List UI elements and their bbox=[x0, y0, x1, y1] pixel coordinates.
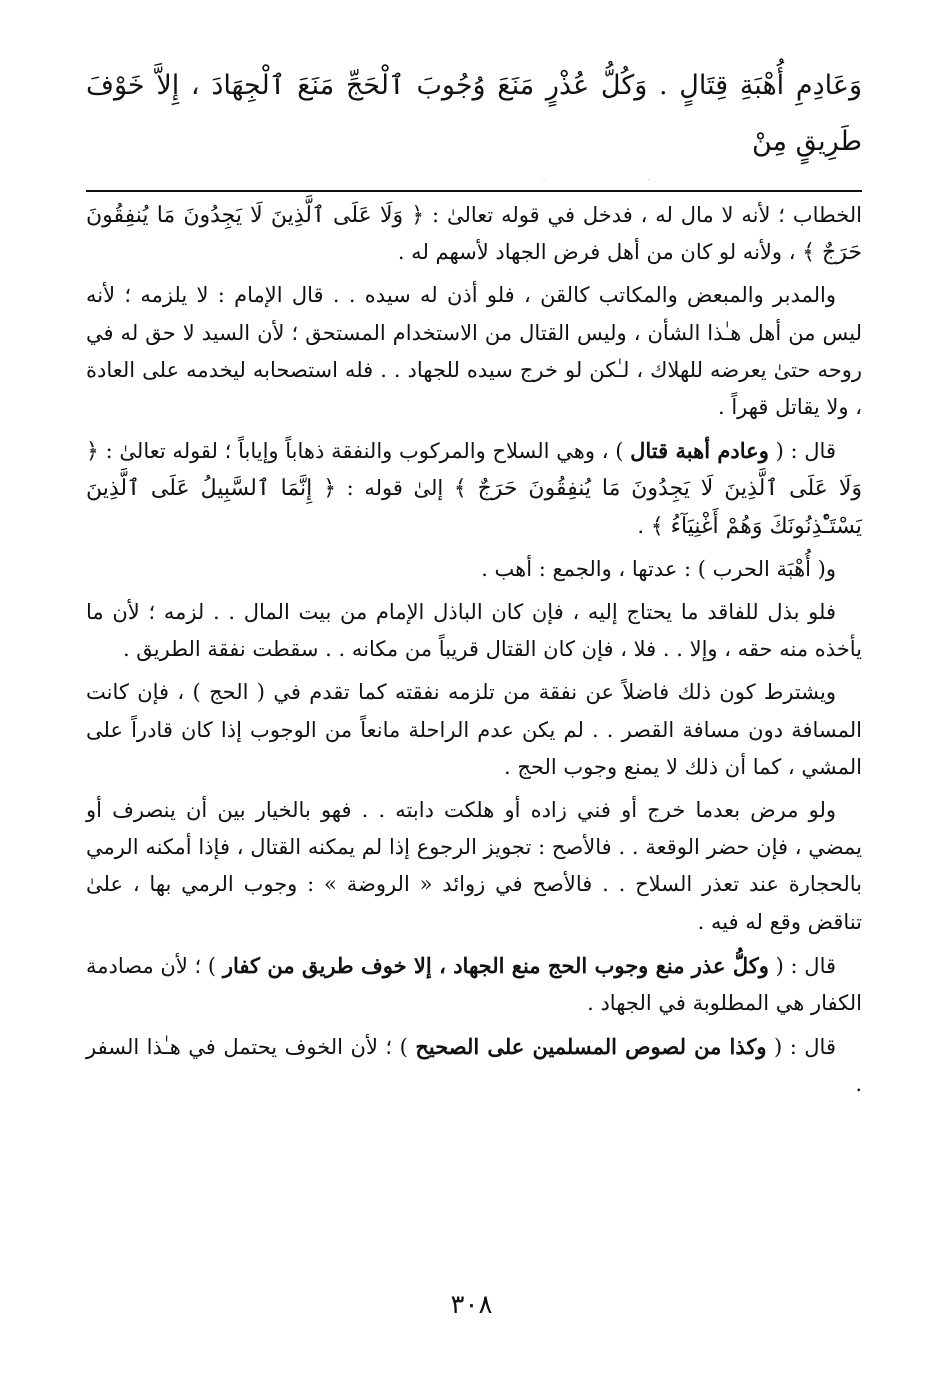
commentary-paragraph-5: فلو بذل للفاقد ما يحتاج إليه ، فإن كان الباذل الإمام من بيت المال . . لزمه ؛ لأن ما يأخذه منه حقه ، وإلا . . فلا ، فإن كان القتال قريباً من مكانه . . سقطت نفقة الطريق . bbox=[86, 600, 862, 662]
commentary-paragraph-3 bbox=[86, 432, 862, 545]
commentary-paragraph-7: ولو مرض بعدما خرج أو فني زاده أو هلكت دابته . . فهو بالخيار بين أن ينصرف أو يمضي ، فإن حضر الوقعة . . فالأصح : تجويز الرجوع إذا لم يمكنه القتال ، فإذا أمكنه الرمي بالحجارة عند تعذر السلاح . . فالأصح في زوائد « الروضة » : وجوب الرمي بها ، علىٰ تناقض وقع له فيه . bbox=[86, 798, 862, 934]
quran-verse: ﴿ إِنَّمَا ٱلسَّبِيلُ عَلَى ٱلَّذِينَ يَسْتَـْٔذِنُونَكَ وَهُمْ أَغْنِيَآءُ ﴾ bbox=[86, 476, 862, 539]
section-divider bbox=[86, 190, 862, 192]
commentary-text: ، ولأنه لو كان من أهل فرض الجهاد لأسهم له . bbox=[397, 240, 803, 265]
main-text-line-1: وَعَادِمِ أُهْبَةِ قِتَالٍ . وَكُلُّ عُذْرٍ مَنَعَ وُجُوبَ ٱلْحَجِّ مَنَعَ ٱلْجِهَادَ ، إِلاَّ خَوْفَ طَرِيقٍ مِنْ bbox=[86, 70, 862, 157]
main-text-line-2 bbox=[86, 170, 862, 180]
commentary-text: ) ، وهي السلاح والمركوب والنفقة ذهاباً وإياباً ؛ لقوله تعالىٰ : bbox=[98, 439, 631, 464]
commentary-text: ) ؛ لأن مصادمة الكفار هي المطلوبة في الجهاد . bbox=[86, 953, 862, 1016]
commentary-text: الخطاب ؛ لأنه لا مال له ، فدخل في قوله تعالىٰ : bbox=[424, 203, 862, 227]
commentary bbox=[86, 197, 862, 1104]
commentary-text: ) ؛ لأن الخوف يحتمل في هـٰذا السفر . bbox=[86, 1035, 862, 1097]
matn-quote: وكذا من لصوص المسلمين على الصحيح bbox=[415, 1034, 767, 1060]
commentary-paragraph-6: ويشترط كون ذلك فاضلاً عن نفقة من تلزمه نفقته كما تقدم في ( الحج ) ، فإن كانت المسافة دون مسافة القصر . . لم يكن عدم الراحلة مانعاً من الوجوب إذا كان قادراً على المشي ، كما أن ذلك لا يمنع وجوب الحج . bbox=[86, 680, 862, 779]
matn-quote: وعادم أهبة قتال bbox=[630, 438, 769, 464]
commentary-paragraph-8 bbox=[86, 947, 862, 1022]
quran-verse: ﴿ وَلَا عَلَى ٱلَّذِينَ لَا يَجِدُونَ مَا يُنفِقُونَ حَرَجٌ ﴾ bbox=[86, 203, 862, 266]
commentary-text: قال : ( bbox=[768, 439, 836, 464]
commentary-text: . bbox=[637, 513, 651, 538]
commentary-paragraph-4: و( أُهْبَة الحرب ) : عدتها ، والجمع : أهب . bbox=[481, 556, 836, 581]
commentary-paragraph-1 bbox=[86, 197, 862, 271]
matn-quote: وكلُّ عذر منع وجوب الحج منع الجهاد ، إلا خوف طريق من كفار bbox=[222, 952, 769, 978]
page-number: ٣٠٨ bbox=[450, 1290, 493, 1320]
main-text bbox=[86, 58, 862, 180]
commentary-paragraph-9 bbox=[86, 1028, 862, 1103]
quran-verse: ﴿ وَلَا عَلَى ٱلَّذِينَ لَا يَجِدُونَ مَا يُنفِقُونَ حَرَجٌ ﴾ bbox=[86, 439, 862, 502]
book-page bbox=[86, 58, 862, 1358]
commentary-text: قال : ( bbox=[768, 953, 837, 978]
commentary-text: قال : ( bbox=[766, 1035, 836, 1060]
commentary-text: إلىٰ قوله : bbox=[336, 476, 454, 501]
commentary-paragraph-2: والمدبر والمبعض والمكاتب كالقن ، فلو أذن له سيده . . قال الإمام : لا يلزمه ؛ لأنه ليس من أهل هـٰذا الشأن ، وليس القتال من الاستخدام المستحق ؛ لأن السيد لا حق له في روحه حتىٰ يعرضه للهلاك ، لـٰكن لو خرج سيده للجهاد . . فله استصحابه ليخدمه على العادة ، ولا يقاتل قهراً . bbox=[86, 283, 862, 420]
